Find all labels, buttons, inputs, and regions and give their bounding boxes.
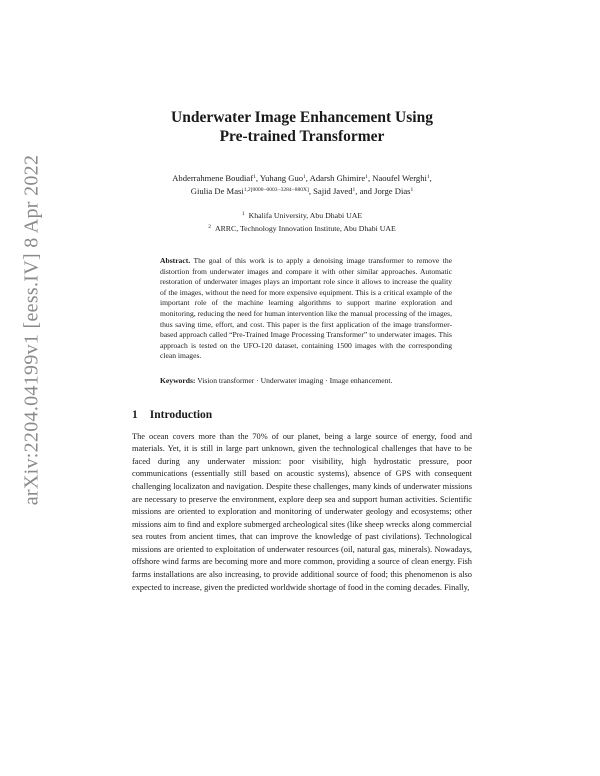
section-number: 1 bbox=[132, 408, 138, 421]
author: Jorge Dias$^1$ bbox=[374, 185, 414, 196]
author: Adarsh Ghimire$^1$, bbox=[309, 173, 373, 183]
keywords bbox=[160, 376, 452, 387]
arxiv-identifier: arXiv:2204.04199v1 [eess.IV] 8 Apr 2022 bbox=[20, 154, 43, 506]
title-line-1: Underwater Image Enhancement Using bbox=[171, 109, 433, 126]
title-line-2: Pre-trained Transformer bbox=[219, 128, 385, 145]
affiliations bbox=[132, 209, 472, 234]
author: Naoufel Werghi$^1$, bbox=[372, 173, 432, 183]
author: Abderrahmene Boudiaf$^1$, bbox=[172, 173, 260, 183]
paper-page bbox=[132, 0, 472, 594]
section-heading bbox=[132, 409, 472, 421]
keywords-text: Vision transformer · Underwater imaging · Image enhancement. bbox=[197, 375, 393, 385]
author: Yuhang Guo$^1$, bbox=[259, 173, 310, 183]
paper-title bbox=[132, 108, 472, 146]
affiliation: $^1$ Khalifa University, Abu Dhabi UAE bbox=[241, 211, 363, 220]
author-list bbox=[132, 172, 472, 197]
abstract-text: The goal of this work is to apply a denoising image transformer to remove the distortion from underwater images and compare it with other similar approaches. Automatic restoration of underwater images plays an important role since it allows to increase the quality of the images, without the need for more expensive equipment. This is a critical example of the important role of the machine learning algorithms to support marine exploration and monitoring, reducing the need for human intervention like the manual processing of the images, thus saving time, effort, and cost. This paper is the first application of the image transformer-based approach called “Pre-Trained Image Processing Transformer” to underwater images. This approach is tested on the UFO-120 dataset, containing 1500 images with the corresponding clean images. bbox=[160, 256, 452, 361]
affiliation: $^2$ ARRC, Technology Innovation Institute, Abu Dhabi UAE bbox=[208, 223, 396, 233]
author: Giulia De Masi$^{1,2[0000-0003-3284-880X]}$, bbox=[190, 185, 314, 196]
author: Sajid Javed$^1$, and bbox=[313, 185, 375, 196]
arxiv-sidebar bbox=[0, 0, 60, 776]
abstract bbox=[160, 256, 452, 362]
section-title: Introduction bbox=[149, 408, 213, 421]
keywords-label: Keywords: bbox=[160, 375, 196, 385]
abstract-label: Abstract. bbox=[160, 256, 191, 265]
intro-paragraph: The ocean covers more than the 70% of our planet, being a large source of energy, food and materials. Yet, it is still in large part unknown, given the technological challenges that have to be faced during any underwater mission: poor visibility, high hydrostatic pressure, poor communications (essentially still based on acoustic systems), absence of GPS with consequent challenging localizaton and navigation. Despite these challenges, many kinds of underwater missions are necessary to preserve the environment, explore deep sea and support human activities. Scientific missions are oriented to exploration and monitoring of underwater geology and ecosystems; other missions aim to find and explore submerged archeological sites (like sheep wrecks along commercial sea routes from ancient times, that can improve the knowledge of past civilations). Technological missions are oriented to exploitation of underwater resources (oil, natural gas, minerals). Nowadays, offshore wind farms are becoming more and more common, providing a source of clean energy. Fish farms installations are also increasing, to provide additional source of food; this phenomenon is also expected to increase, given the predicted worldwide shortage of food in the coming decades. Finally, bbox=[132, 431, 472, 592]
